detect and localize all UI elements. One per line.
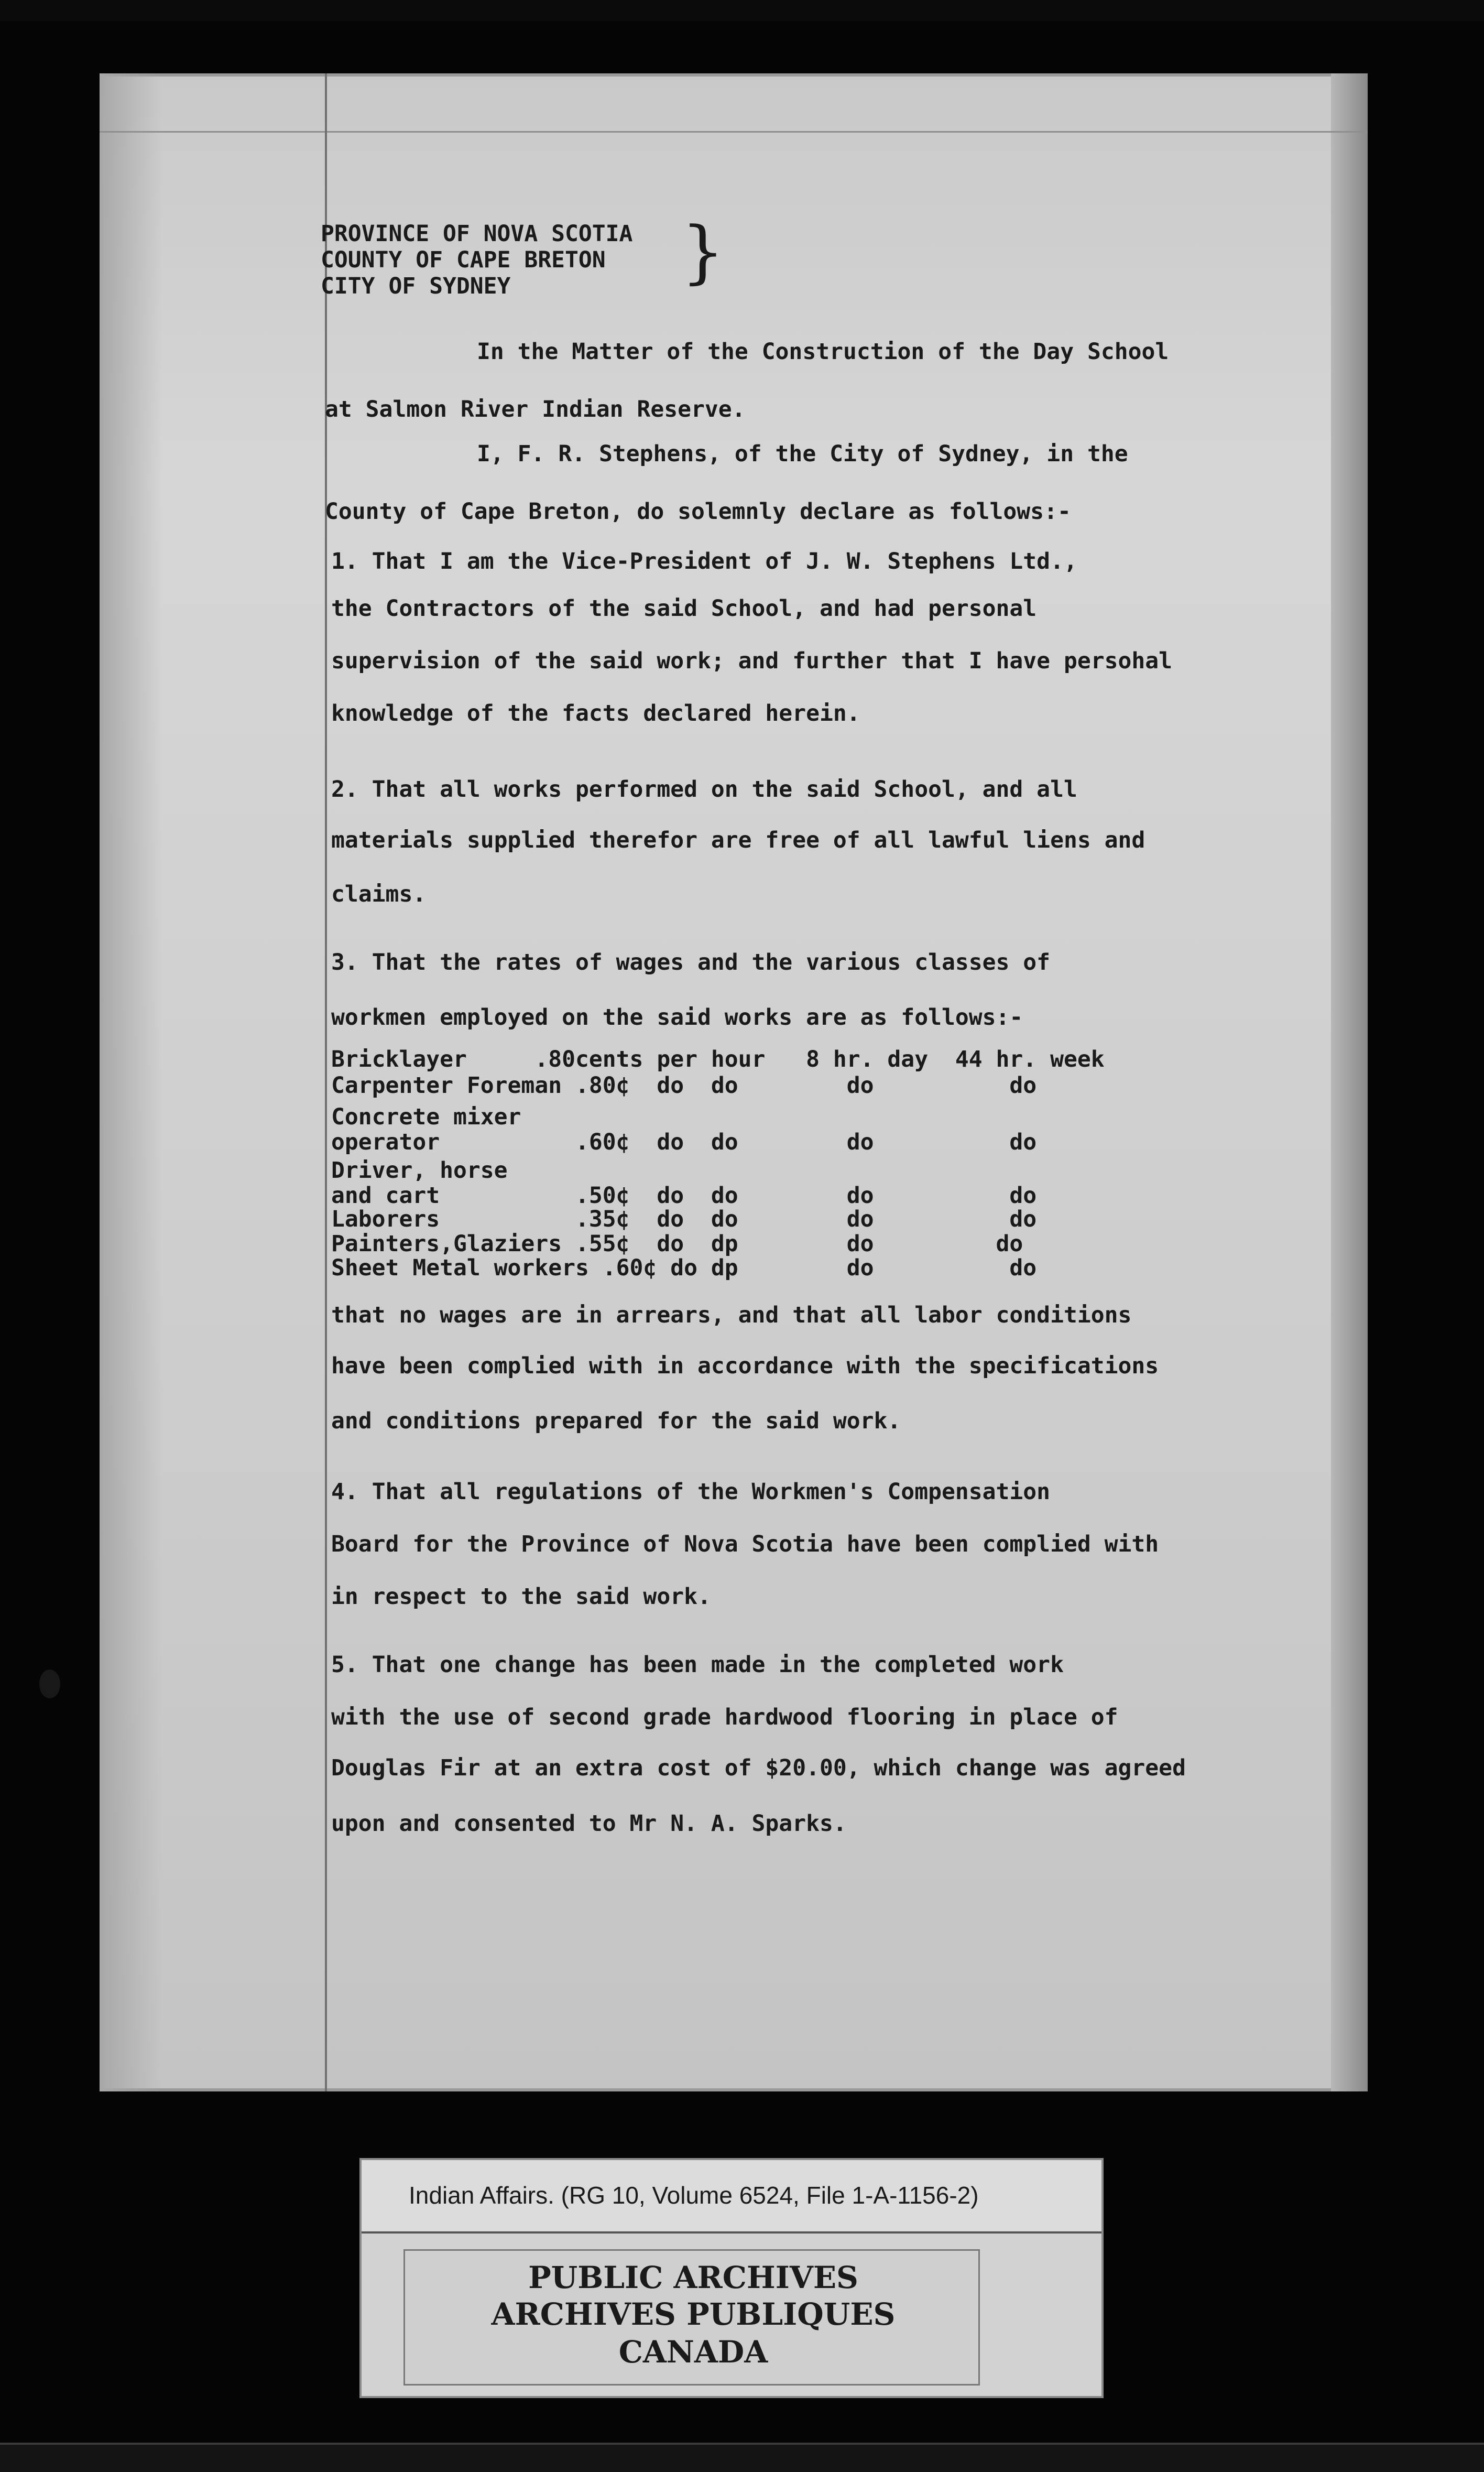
para3-end-line: have been complied with in accordance with the specifications xyxy=(331,1353,1159,1379)
wage-row: Concrete mixer xyxy=(331,1104,521,1130)
heading-county: COUNTY OF CAPE BRETON xyxy=(321,247,606,273)
archive-label-reference-box xyxy=(362,2160,1101,2234)
wage-row: Sheet Metal workers .60¢ do dp do do xyxy=(331,1255,1037,1281)
intro-line: In the Matter of the Construction of the Day School xyxy=(477,339,1169,365)
wage-row: Bricklayer .80cents per hour 8 hr. day 44 hr. week xyxy=(331,1046,1105,1072)
para1-line: 1. That I am the Vice-President of J. W. Stephens Ltd., xyxy=(331,548,1077,574)
para4-line: in respect to the said work. xyxy=(331,1584,711,1610)
para1-line: supervision of the said work; and further that I have persohal xyxy=(331,648,1173,674)
wage-row: operator .60¢ do do do do xyxy=(331,1129,1037,1155)
heading-city: CITY OF SYDNEY xyxy=(321,273,511,299)
page-edge-strip xyxy=(1331,73,1368,2091)
para4-line: 4. That all regulations of the Workmen's Compensation xyxy=(331,1479,1051,1505)
heading-province: PROVINCE OF NOVA SCOTIA xyxy=(321,221,633,247)
wage-row: Carpenter Foreman .80¢ do do do do xyxy=(331,1072,1037,1099)
film-edge-bottom xyxy=(0,2443,1484,2472)
wage-row: and cart .50¢ do do do do xyxy=(331,1183,1037,1209)
film-edge-top xyxy=(0,0,1484,21)
para3-line: 3. That the rates of wages and the various classes of xyxy=(331,949,1051,975)
para5-line: 5. That one change has been made in the completed work xyxy=(331,1652,1064,1678)
archive-label xyxy=(359,2158,1104,2398)
para2-line: claims. xyxy=(331,881,427,907)
para5-line: upon and consented to Mr N. A. Sparks. xyxy=(331,1810,847,1837)
para4-line: Board for the Province of Nova Scotia have been complied with xyxy=(331,1531,1159,1557)
intro-line: at Salmon River Indian Reserve. xyxy=(325,396,746,422)
wage-row: Driver, horse xyxy=(331,1157,508,1184)
intro-line: I, F. R. Stephens, of the City of Sydney, in the xyxy=(477,441,1128,467)
intro-line: County of Cape Breton, do solemnly declare as follows:- xyxy=(325,498,1071,525)
page-shadow xyxy=(100,73,162,2091)
para2-line: materials supplied therefor are free of all lawful liens and xyxy=(331,827,1145,853)
wage-row: Laborers .35¢ do do do do xyxy=(331,1206,1037,1232)
stamp-line: CANADA xyxy=(618,2334,768,2370)
stamp-line: PUBLIC ARCHIVES xyxy=(528,2260,858,2295)
para1-line: knowledge of the facts declared herein. xyxy=(331,700,860,727)
para2-line: 2. That all works performed on the said School, and all xyxy=(331,776,1077,803)
archive-stamp xyxy=(403,2249,980,2386)
stamp-line: ARCHIVES PUBLIQUES xyxy=(491,2296,896,2332)
para5-line: Douglas Fir at an extra cost of $20.00, which change was agreed xyxy=(331,1755,1186,1781)
header-rule xyxy=(100,131,1368,133)
film-smudge xyxy=(39,1669,60,1698)
para3-end-line: that no wages are in arrears, and that all labor conditions xyxy=(331,1302,1132,1328)
archive-reference: Indian Affairs. (RG 10, Volume 6524, File 1-A-1156-2) xyxy=(409,2182,979,2209)
para1-line: the Contractors of the said School, and had personal xyxy=(331,595,1037,622)
margin-rule xyxy=(325,73,327,2091)
para3-end-line: and conditions prepared for the said work. xyxy=(331,1408,901,1434)
para5-line: with the use of second grade hardwood flooring in place of xyxy=(331,1704,1118,1730)
wage-row: Painters,Glaziers .55¢ do dp do do xyxy=(331,1231,1023,1257)
para3-line: workmen employed on the said works are as follows:- xyxy=(331,1004,1023,1031)
heading-brace: } xyxy=(681,212,725,291)
